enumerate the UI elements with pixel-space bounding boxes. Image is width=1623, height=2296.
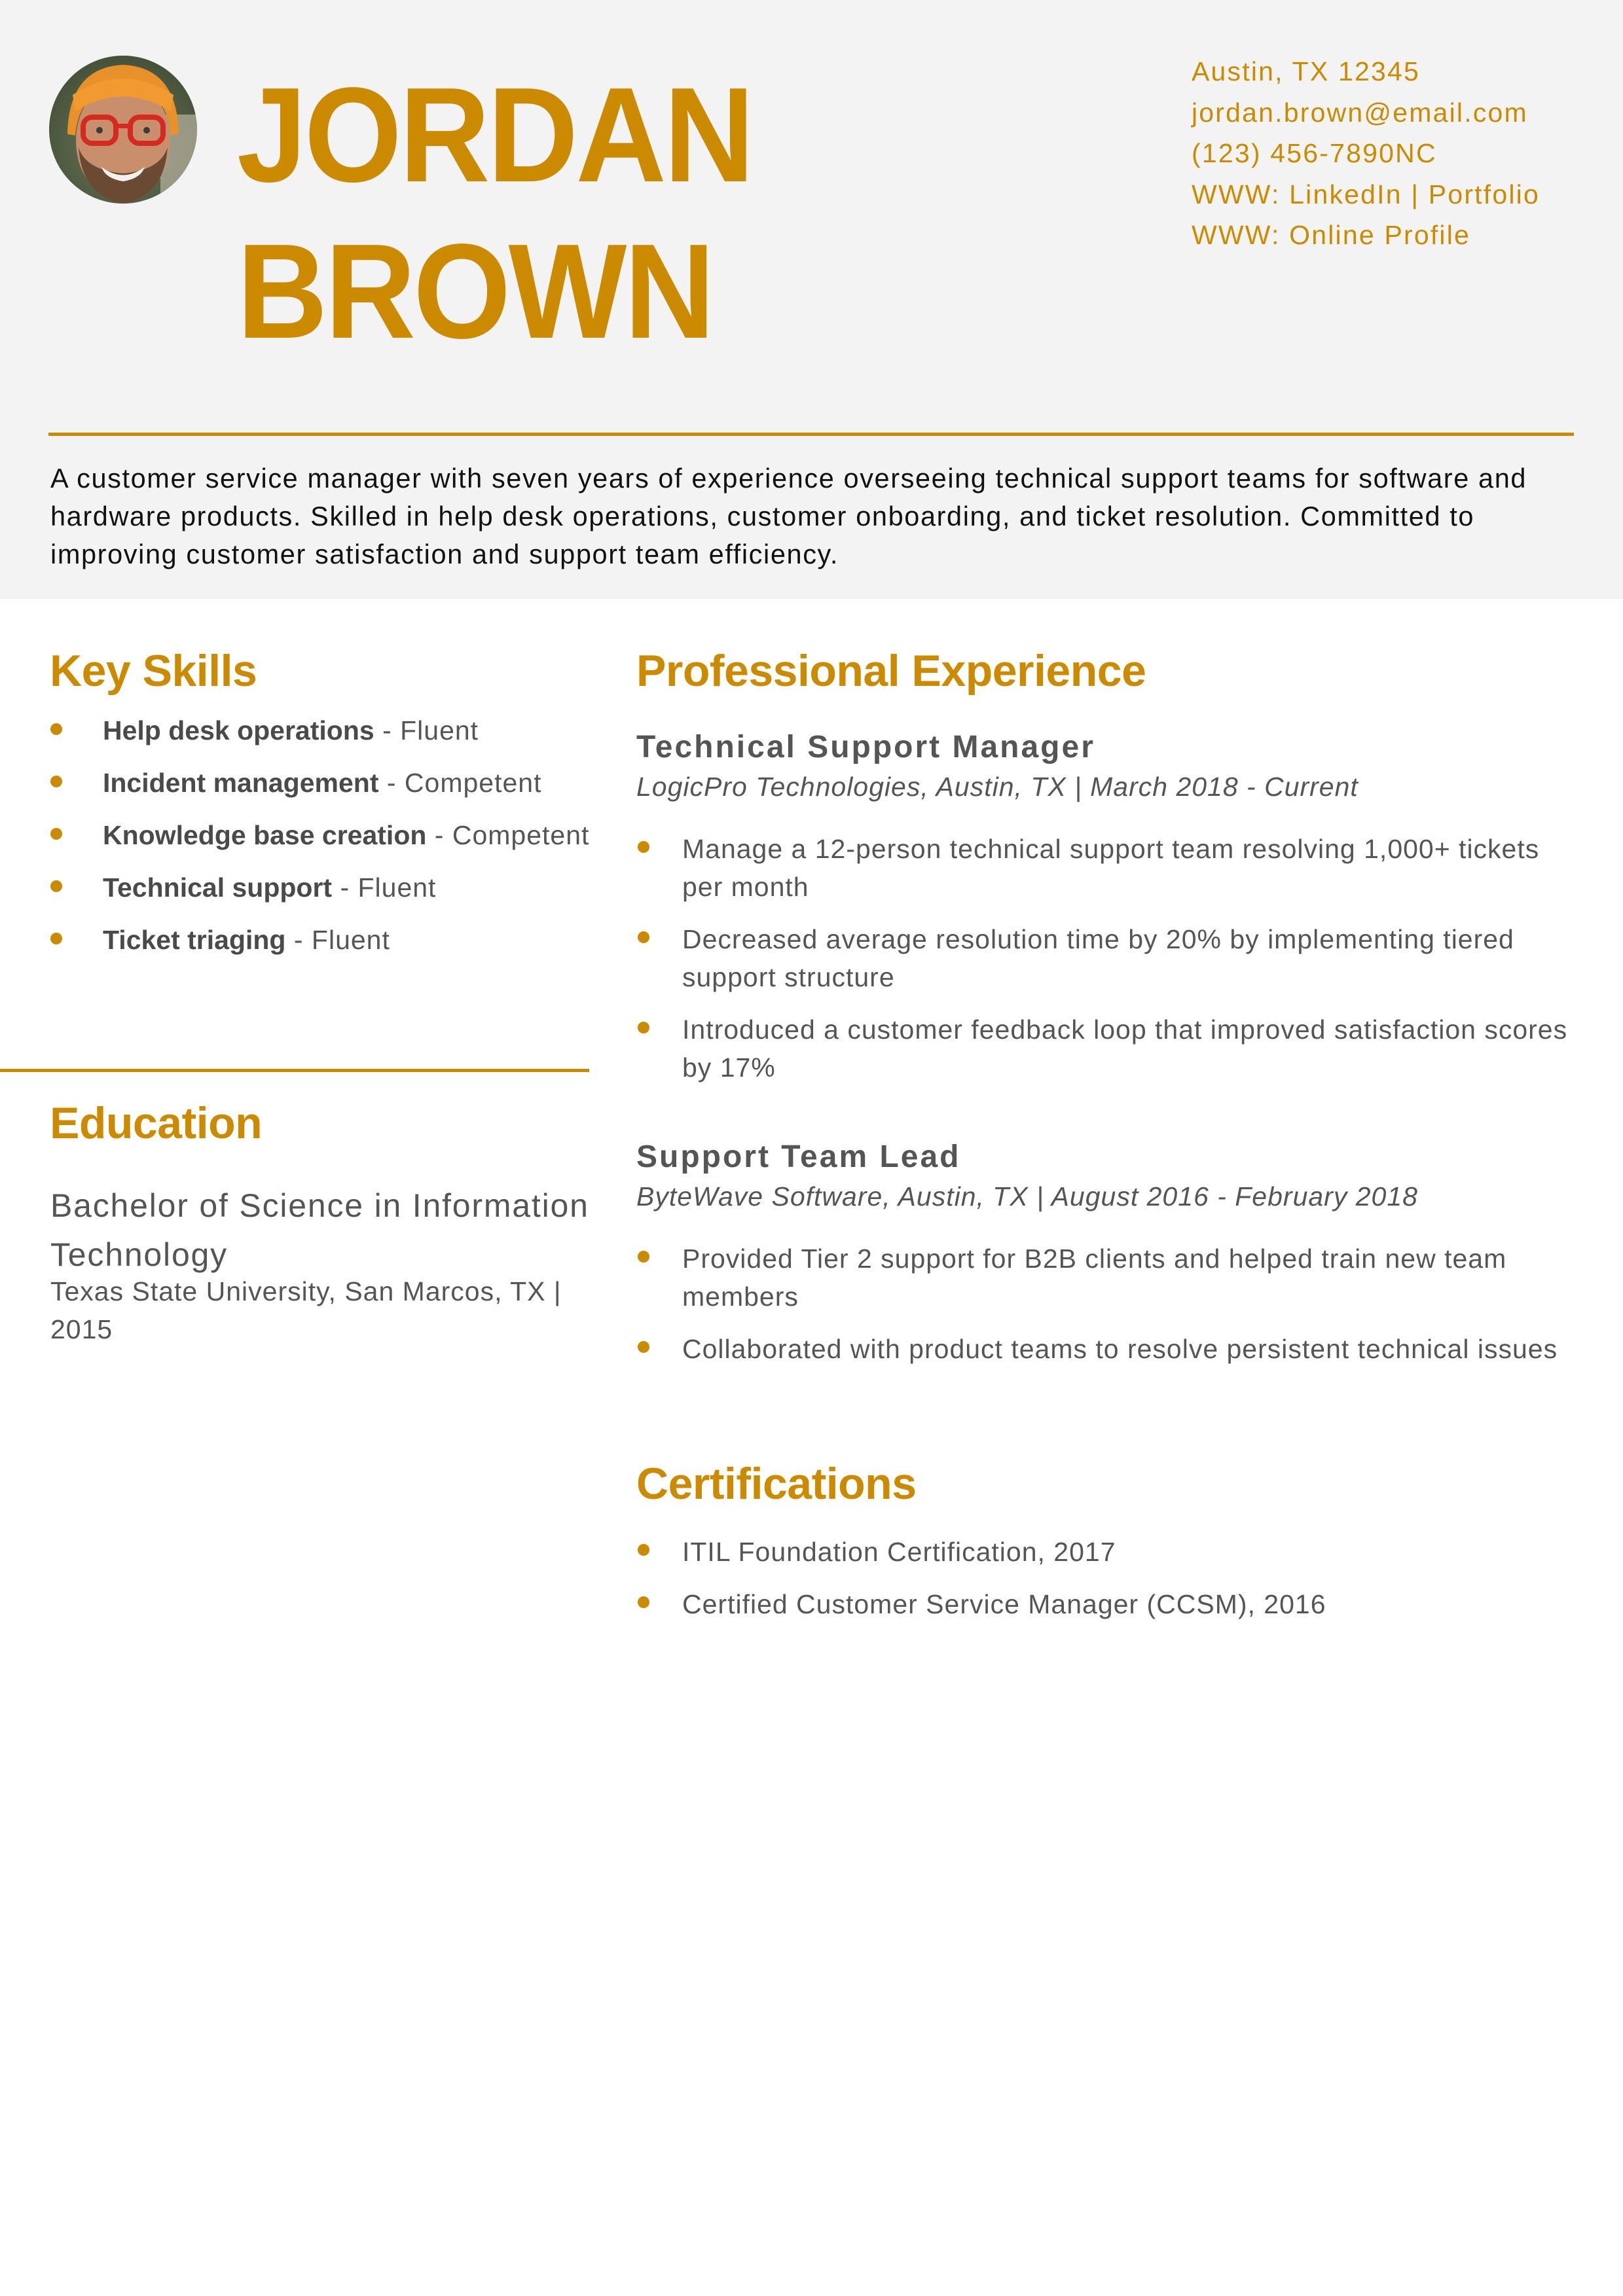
contact-links[interactable]: WWW: LinkedIn | Portfolio: [1192, 179, 1540, 209]
skill-level: - Competent: [378, 768, 542, 798]
education-heading: Education: [50, 1098, 263, 1148]
cert-item: [636, 1533, 1579, 1571]
last-name: BROWN: [237, 216, 713, 367]
header-divider: [48, 433, 1574, 436]
cert-text: ITIL Foundation Certification, 2017: [682, 1537, 1116, 1567]
contact-email[interactable]: jordan.brown@email.com: [1192, 97, 1528, 128]
education-school: Texas State University, San Marcos, TX | 2015: [50, 1276, 562, 1344]
bullet-icon: [50, 880, 62, 892]
certifications-heading: Certifications: [636, 1459, 917, 1509]
summary-text: A customer service manager with seven years of experience overseeing technical support teams for software and hardware products. Skilled in help desk operations, customer onboarding, and ticket resolution. Committed to improving customer satisfaction and support team efficiency.: [50, 463, 1527, 569]
skill-name: Ticket triaging: [103, 925, 286, 955]
job-bullets: [636, 830, 1579, 1086]
skill-level: - Fluent: [332, 872, 437, 903]
skills-list: [50, 710, 594, 972]
skill-name: Technical support: [103, 872, 333, 903]
experience-heading: Professional Experience: [636, 646, 1146, 696]
job-title: Support Team Lead: [636, 1139, 961, 1174]
certifications-list: [636, 1533, 1579, 1638]
job-bullet: [636, 830, 1579, 906]
skill-level: - Fluent: [374, 715, 479, 745]
cert-bullets: [636, 1533, 1579, 1623]
skill-name: Incident management: [103, 768, 379, 798]
bullet-icon: [50, 828, 62, 840]
avatar-illustration: [49, 56, 197, 204]
skill-item: [50, 920, 594, 960]
job-entry: [636, 1138, 1579, 1382]
bullet-text: Manage a 12-person technical support team resolving 1,000+ tickets per month: [682, 834, 1540, 902]
bullet-icon: [638, 1022, 649, 1033]
skills-heading: Key Skills: [50, 646, 257, 696]
bullet-icon: [638, 931, 649, 943]
skill-level: - Fluent: [285, 925, 390, 955]
contact-profile[interactable]: WWW: Online Profile: [1192, 220, 1471, 250]
job-bullet: [636, 1330, 1579, 1368]
profile-photo: [49, 56, 197, 204]
job-meta: LogicPro Technologies, Austin, TX | March 2018 - Current: [636, 772, 1359, 802]
bullet-icon: [638, 1596, 649, 1608]
skill-item: [50, 762, 594, 803]
education-degree: Bachelor of Science in Information Technology: [50, 1187, 589, 1273]
cert-text: Certified Customer Service Manager (CCSM), 2016: [682, 1589, 1326, 1619]
job-title: Technical Support Manager: [636, 730, 1095, 764]
left-column-divider: [0, 1069, 589, 1072]
skill-name: Help desk operations: [103, 715, 374, 745]
job-bullet: [636, 1011, 1579, 1086]
cert-item: [636, 1585, 1579, 1623]
job-bullet: [636, 920, 1579, 996]
bullet-text: Collaborated with product teams to resolve persistent technical issues: [682, 1334, 1558, 1364]
bullet-icon: [50, 776, 62, 787]
bullet-text: Decreased average resolution time by 20% by implementing tiered support structure: [682, 924, 1514, 992]
job-entry: [636, 728, 1579, 1101]
contact-location: Austin, TX 12345: [1192, 56, 1420, 86]
skill-name: Knowledge base creation: [103, 820, 427, 850]
contact-phone[interactable]: (123) 456-7890NC: [1192, 138, 1437, 168]
bullet-icon: [638, 1544, 649, 1556]
first-name: JORDAN: [237, 60, 752, 210]
bullet-icon: [638, 1251, 649, 1263]
bullet-text: Provided Tier 2 support for B2B clients and helped train new team members: [682, 1244, 1507, 1312]
bullet-icon: [50, 933, 62, 944]
skill-item: [50, 867, 594, 908]
contact-info: [1192, 51, 1540, 256]
skill-item: [50, 815, 594, 855]
skill-level: - Competent: [426, 820, 590, 850]
skill-item: [50, 710, 594, 751]
job-bullet: [636, 1240, 1579, 1316]
bullet-text: Introduced a customer feedback loop that improved satisfaction scores by 17%: [682, 1014, 1568, 1083]
bullet-icon: [638, 1341, 649, 1353]
job-bullets: [636, 1240, 1579, 1368]
job-meta: ByteWave Software, Austin, TX | August 2016 - February 2018: [636, 1181, 1418, 1211]
bullet-icon: [638, 841, 649, 853]
bullet-icon: [50, 723, 62, 735]
